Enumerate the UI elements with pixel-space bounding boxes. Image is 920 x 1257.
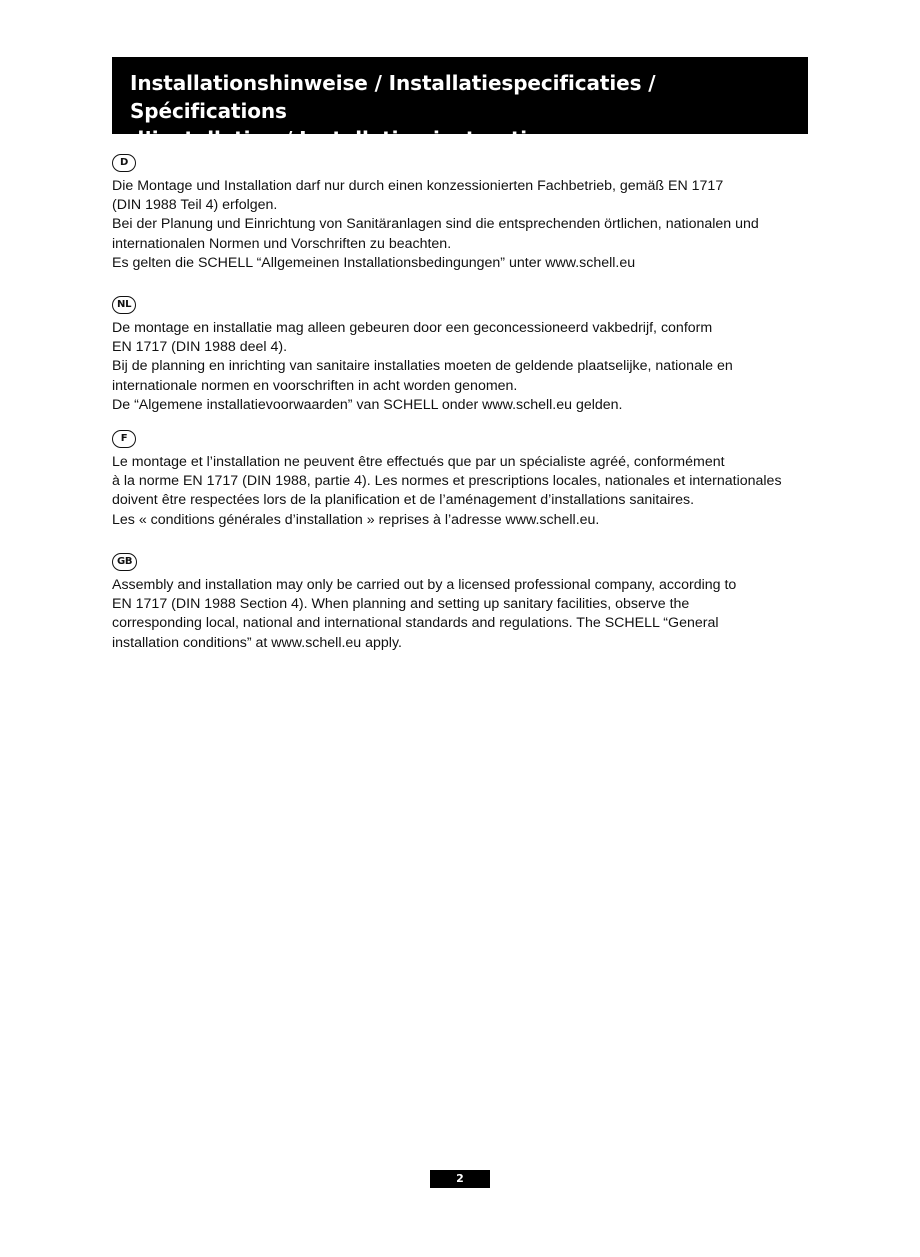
- page-number: 2: [430, 1170, 490, 1188]
- text-line: Es gelten die SCHELL “Allgemeinen Installationsbedingungen” unter www.schell.eu: [112, 254, 636, 271]
- text-line: EN 1717 (DIN 1988 deel 4).: [112, 339, 288, 356]
- text-line: Die Montage und Installation darf nur durch einen konzessionierten Fachbetrieb, gemäß EN 1717: [112, 178, 724, 194]
- text-line: doivent être respectées lors de la planification et de l’aménagement d’installations sanitaires.: [112, 492, 695, 509]
- text-line: internationale normen en voorschriften in acht worden genomen.: [112, 377, 518, 394]
- language-badge-nl: NL: [112, 296, 136, 314]
- section-german: [112, 152, 832, 273]
- text-line: De montage en installatie mag alleen gebeuren door een geconcessioneerd vakbedrijf, conform: [112, 320, 713, 336]
- language-badge-de: D: [112, 154, 136, 172]
- text-line: corresponding local, national and international standards and regulations. The SCHELL “General: [112, 615, 719, 632]
- text-line: internationalen Normen und Vorschriften zu beachten.: [112, 235, 452, 252]
- text-line: De “Algemene installatievoorwaarden” van SCHELL onder www.schell.eu gelden.: [112, 396, 623, 413]
- language-badge-fr: F: [112, 430, 136, 448]
- section-dutch: [112, 294, 832, 415]
- header-bar: [112, 57, 808, 151]
- text-line: Bij de planning en inrichting van sanitaire installaties moeten de geldende plaatselijke, nationale en: [112, 358, 733, 375]
- page-title: [130, 69, 790, 153]
- page-title-line-1: Installationshinweise / Installatiespecificaties / Spécifications: [130, 71, 656, 123]
- section-dutch-text: [112, 319, 832, 415]
- text-line: à la norme EN 1717 (DIN 1988, partie 4). Les normes et prescriptions locales, nationales et internationales: [112, 473, 782, 490]
- text-line: Le montage et l’installation ne peuvent être effectués que par un spécialiste agréé, conformément: [112, 454, 725, 470]
- text-line: installation conditions” at www.schell.eu apply.: [112, 634, 402, 651]
- page-title-line-2: d’installation / Installation instructions: [130, 127, 567, 151]
- section-french-text: [112, 453, 832, 530]
- text-line: Les « conditions générales d’installation » reprises à l’adresse www.schell.eu.: [112, 511, 600, 528]
- section-english: [112, 551, 832, 653]
- text-line: EN 1717 (DIN 1988 Section 4). When planning and setting up sanitary facilities, observe the: [112, 596, 690, 613]
- text-line: Bei der Planung und Einrichtung von Sanitäranlagen sind die entsprechenden örtlichen, nationalen und: [112, 216, 759, 233]
- text-line: Assembly and installation may only be carried out by a licensed professional company, according to: [112, 577, 737, 593]
- section-german-text: [112, 177, 832, 273]
- language-badge-gb: GB: [112, 553, 137, 571]
- section-french: [112, 428, 832, 530]
- text-line: (DIN 1988 Teil 4) erfolgen.: [112, 197, 278, 214]
- section-english-text: [112, 576, 832, 653]
